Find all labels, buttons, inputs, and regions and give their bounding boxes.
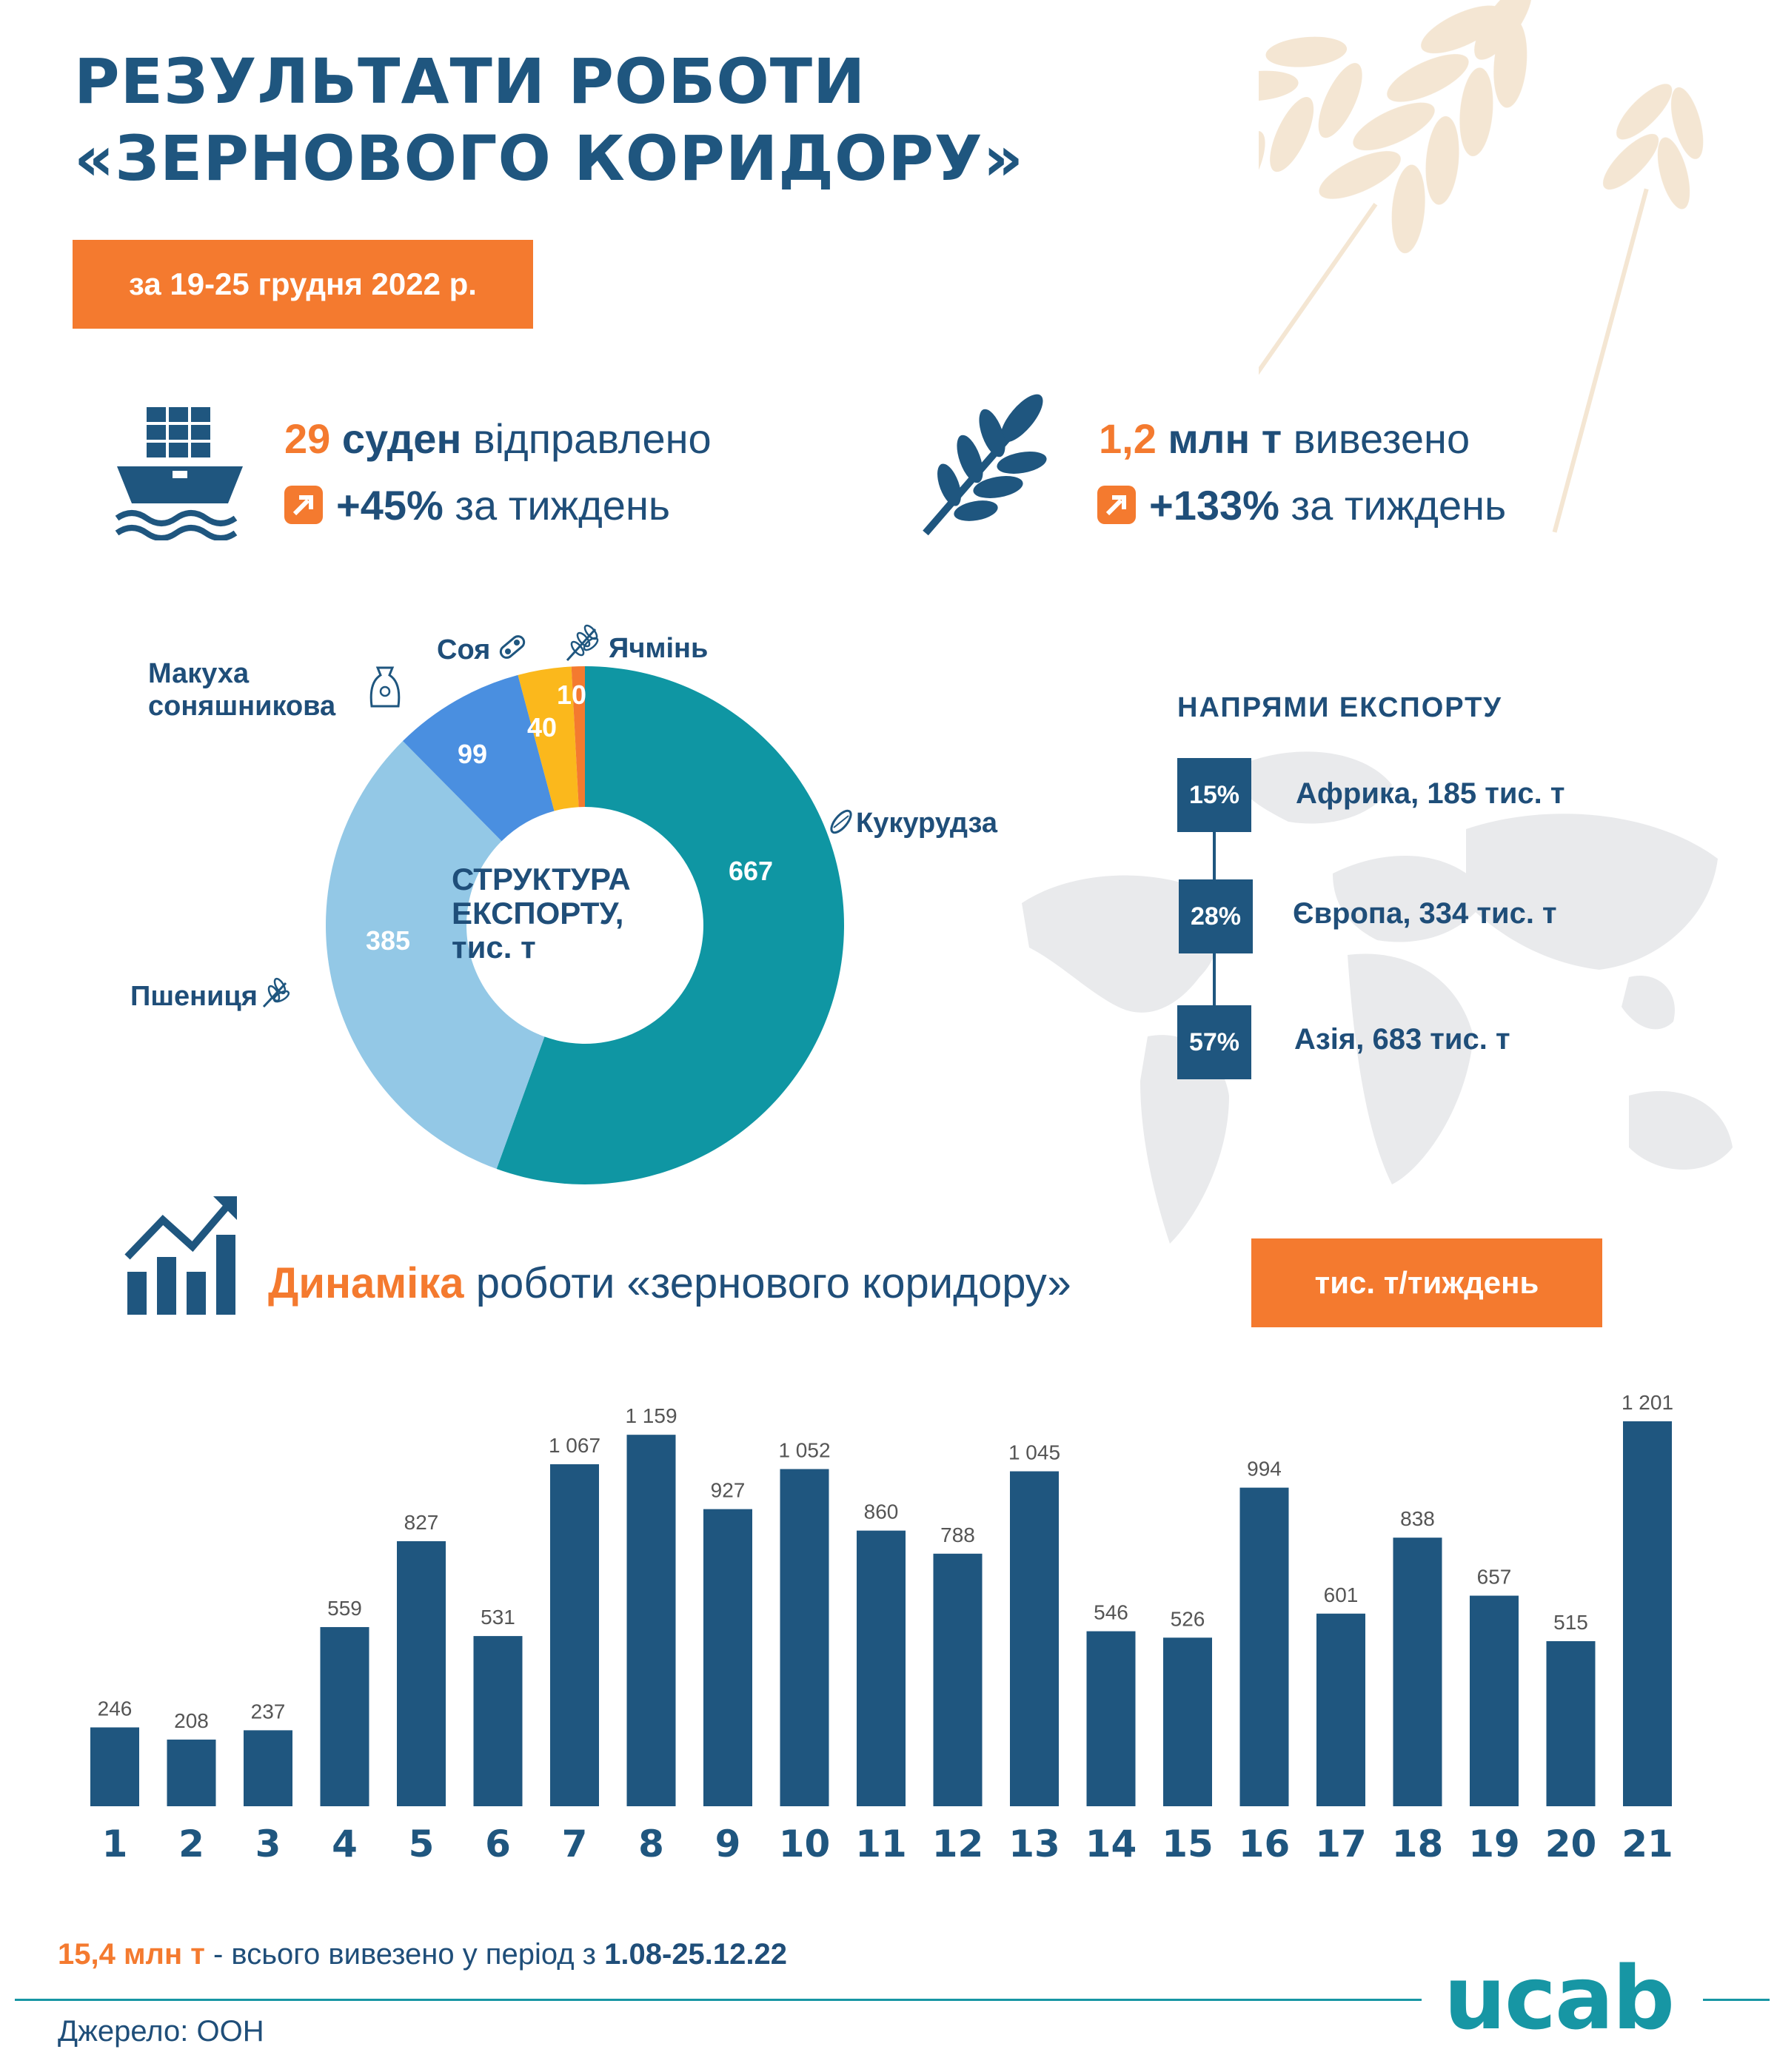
bar-week-8 xyxy=(627,1435,676,1806)
wheat-small-icon xyxy=(258,976,293,1011)
source-note: Джерело: ООН xyxy=(58,2015,264,2048)
slice-label-sunflower-line-1: Макуха xyxy=(148,658,250,689)
bar-week-12 xyxy=(934,1554,983,1806)
bar-week-21 xyxy=(1623,1421,1672,1806)
donut-center-label xyxy=(452,862,696,965)
bar-category-label-16: 16 xyxy=(1238,1823,1291,1865)
bar-category-label-14: 14 xyxy=(1085,1823,1137,1865)
slice-value-soy: 40 xyxy=(527,712,558,742)
bar-value-label-15: 526 xyxy=(1170,1607,1205,1631)
bar-week-17 xyxy=(1316,1614,1365,1806)
bar-category-label-9: 9 xyxy=(715,1823,741,1865)
bar-category-label-19: 19 xyxy=(1468,1823,1520,1865)
bar-value-label-3: 237 xyxy=(250,1700,286,1723)
slice-label-sunflower xyxy=(148,657,335,722)
bar-week-16 xyxy=(1240,1488,1289,1806)
bar-value-label-14: 546 xyxy=(1094,1600,1128,1624)
volume-text: вивезено xyxy=(1293,415,1470,462)
slice-label-sunflower-line-2: соняшникова xyxy=(148,691,336,722)
period-badge: за 19-25 грудня 2022 р. xyxy=(73,240,533,329)
bar-week-15 xyxy=(1163,1637,1212,1806)
bar-value-label-10: 1 052 xyxy=(778,1438,831,1462)
bar-category-label-20: 20 xyxy=(1545,1823,1597,1865)
total-exported-line xyxy=(58,1938,787,1971)
volume-growth xyxy=(1097,481,1506,529)
wheat-icon xyxy=(911,392,1059,540)
bar-value-label-17: 601 xyxy=(1323,1583,1359,1606)
bar-category-label-18: 18 xyxy=(1391,1823,1444,1865)
ships-growth xyxy=(284,481,670,529)
direction-share-africa: 15% xyxy=(1177,758,1251,832)
bar-week-14 xyxy=(1087,1632,1136,1806)
volume-stat xyxy=(1099,415,1470,463)
bar-value-label-9: 927 xyxy=(710,1478,746,1502)
bar-category-label-17: 17 xyxy=(1315,1823,1367,1865)
growth-chart-icon xyxy=(124,1190,243,1316)
donut-center-line-2: ЕКСПОРТУ, xyxy=(452,896,624,931)
title-line-1: РЕЗУЛЬТАТИ РОБОТИ xyxy=(74,45,866,118)
bar-week-1 xyxy=(90,1727,139,1806)
bar-week-18 xyxy=(1393,1538,1442,1806)
bar-week-5 xyxy=(397,1541,446,1806)
bar-value-label-1: 246 xyxy=(97,1697,133,1720)
bar-week-13 xyxy=(1010,1472,1059,1806)
title-line-2: «ЗЕРНОВОГО КОРИДОРУ» xyxy=(74,122,1024,195)
arrow-up-right-icon xyxy=(284,486,323,524)
bag-icon xyxy=(367,665,403,712)
bar-week-7 xyxy=(550,1464,599,1806)
slice-label-barley-text: Ячмінь xyxy=(609,633,709,664)
unit-badge: тис. т/тиждень xyxy=(1251,1238,1602,1327)
slice-label-corn xyxy=(826,807,997,839)
bar-week-3 xyxy=(244,1730,292,1806)
bar-value-label-4: 559 xyxy=(327,1596,362,1620)
ships-text: відправлено xyxy=(472,415,712,462)
bar-week-9 xyxy=(703,1509,752,1806)
ships-growth-value: +45% xyxy=(336,482,444,529)
bar-week-2 xyxy=(167,1740,216,1806)
bar-week-11 xyxy=(857,1531,906,1806)
slice-label-soy-text: Соя xyxy=(437,634,491,665)
bar-value-label-7: 1 067 xyxy=(548,1434,601,1458)
footer-line-left xyxy=(15,1999,1422,2001)
slice-value-sunflower: 99 xyxy=(458,739,488,769)
direction-label-africa: Африка, 185 тис. т xyxy=(1296,777,1565,810)
bar-category-label-13: 13 xyxy=(1008,1823,1060,1865)
bar-week-20 xyxy=(1547,1641,1596,1806)
bar-category-label-15: 15 xyxy=(1162,1823,1214,1865)
arrow-up-right-icon xyxy=(1097,486,1136,524)
direction-share-asia: 57% xyxy=(1177,1005,1251,1079)
slice-label-barley xyxy=(563,623,708,665)
bar-value-label-13: 1 045 xyxy=(1008,1441,1061,1464)
dynamics-title-highlight: Динаміка xyxy=(268,1259,464,1307)
bar-category-label-7: 7 xyxy=(561,1823,588,1865)
direction-label-asia: Азія, 683 тис. т xyxy=(1294,1023,1510,1056)
total-value: 15,4 млн т xyxy=(58,1938,205,1971)
slice-value-barley: 10 xyxy=(557,680,587,710)
ships-count: 29 xyxy=(284,415,331,462)
bar-category-label-11: 11 xyxy=(855,1823,907,1865)
ships-stat xyxy=(284,415,712,463)
bar-category-label-12: 12 xyxy=(931,1823,984,1865)
corn-icon xyxy=(826,807,856,836)
bar-value-label-8: 1 159 xyxy=(625,1404,677,1428)
bar-value-label-2: 208 xyxy=(174,1709,209,1732)
bar-category-label-1: 1 xyxy=(101,1823,128,1865)
barley-icon xyxy=(563,623,604,665)
weekly-exports-bar-chart xyxy=(0,1347,1777,1865)
bar-value-label-5: 827 xyxy=(404,1510,439,1534)
bar-value-label-18: 838 xyxy=(1400,1507,1435,1531)
slice-value-corn: 667 xyxy=(729,856,774,886)
bar-week-6 xyxy=(474,1636,523,1806)
bar-category-label-8: 8 xyxy=(638,1823,664,1865)
bar-category-label-21: 21 xyxy=(1622,1823,1673,1865)
bar-category-label-10: 10 xyxy=(778,1823,831,1865)
bar-value-label-16: 994 xyxy=(1247,1457,1282,1481)
slice-label-wheat xyxy=(130,976,293,1013)
bar-week-19 xyxy=(1470,1596,1519,1806)
volume-growth-value: +133% xyxy=(1149,482,1279,529)
page-title xyxy=(74,43,1185,197)
bar-value-label-6: 531 xyxy=(481,1606,515,1629)
bar-category-label-3: 3 xyxy=(255,1823,281,1865)
bar-category-label-5: 5 xyxy=(408,1823,435,1865)
ships-unit: суден xyxy=(341,415,462,462)
ship-icon xyxy=(110,400,250,540)
export-directions-title: НАПРЯМИ ЕКСПОРТУ xyxy=(1177,692,1502,723)
direction-share-europe: 28% xyxy=(1179,879,1253,953)
donut-center-line-3: тис. т xyxy=(452,930,536,965)
total-text: - всього вивезено у період з xyxy=(212,1938,597,1971)
slice-label-corn-text: Кукурудза xyxy=(856,808,997,839)
ships-growth-text: за тиждень xyxy=(455,482,671,529)
volume-count: 1,2 xyxy=(1099,415,1157,462)
donut-center-line-1: СТРУКТУРА xyxy=(452,862,631,896)
slice-label-wheat-text: Пшениця xyxy=(130,981,258,1012)
total-period: 1.08-25.12.22 xyxy=(604,1938,788,1971)
bar-week-4 xyxy=(321,1627,369,1806)
dynamics-title-rest: роботи «зернового коридору» xyxy=(475,1259,1071,1307)
volume-unit: млн т xyxy=(1168,415,1282,462)
volume-growth-text: за тиждень xyxy=(1291,482,1507,529)
bar-value-label-19: 657 xyxy=(1476,1565,1512,1589)
bar-value-label-20: 515 xyxy=(1553,1611,1588,1635)
direction-label-europe: Європа, 334 тис. т xyxy=(1293,897,1557,930)
bar-category-label-6: 6 xyxy=(485,1823,511,1865)
slice-value-wheat: 385 xyxy=(366,925,411,956)
bar-value-label-11: 860 xyxy=(863,1500,899,1523)
dynamics-title xyxy=(268,1258,1071,1308)
bar-value-label-12: 788 xyxy=(940,1523,975,1546)
ucab-logo: ucab xyxy=(1444,1947,1674,2049)
soy-icon xyxy=(495,629,530,665)
slice-label-soy xyxy=(437,629,530,666)
bar-category-label-4: 4 xyxy=(332,1823,358,1865)
bar-category-label-2: 2 xyxy=(178,1823,204,1865)
footer-line-right xyxy=(1703,1999,1770,2001)
bar-value-label-21: 1 201 xyxy=(1621,1391,1674,1414)
bar-week-10 xyxy=(780,1469,829,1806)
